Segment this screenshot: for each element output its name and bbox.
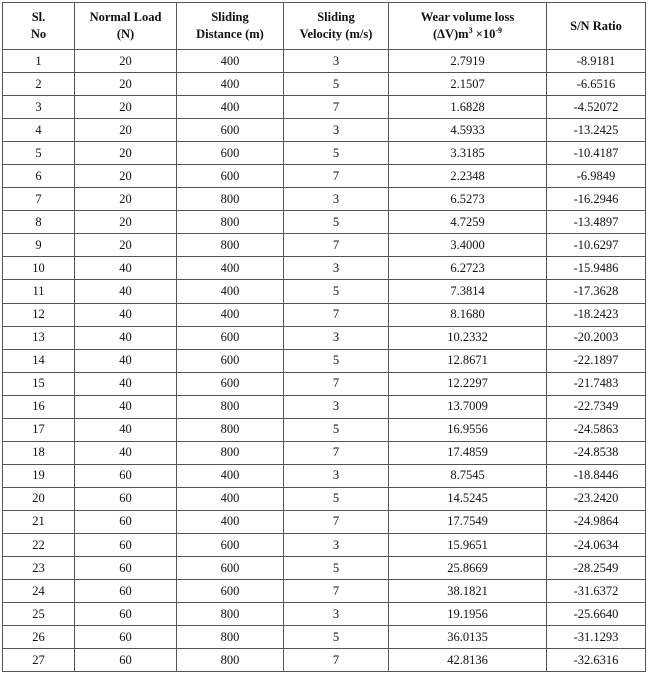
cell-sl-no: 15 xyxy=(3,372,75,395)
cell-sn-ratio: -8.9181 xyxy=(547,50,646,73)
cell-sn-ratio: -20.2003 xyxy=(547,326,646,349)
cell-sliding-distance: 600 xyxy=(177,326,284,349)
cell-sliding-distance: 400 xyxy=(177,303,284,326)
header-sn-ratio xyxy=(547,3,646,50)
cell-normal-load: 20 xyxy=(75,234,177,257)
header-text: Normal Load xyxy=(89,10,162,24)
table-row xyxy=(3,626,646,649)
cell-sn-ratio: -18.8446 xyxy=(547,464,646,487)
table-row xyxy=(3,211,646,234)
header-text: No xyxy=(30,27,47,41)
table-row xyxy=(3,349,646,372)
cell-wear-volume-loss: 4.5933 xyxy=(389,119,547,142)
cell-sl-no: 24 xyxy=(3,580,75,603)
table-row xyxy=(3,649,646,672)
cell-sliding-velocity: 5 xyxy=(284,73,389,96)
cell-sl-no: 13 xyxy=(3,326,75,349)
superscript: -9 xyxy=(495,25,503,35)
cell-sliding-distance: 800 xyxy=(177,395,284,418)
cell-sliding-distance: 800 xyxy=(177,234,284,257)
cell-sn-ratio: -6.6516 xyxy=(547,73,646,96)
cell-normal-load: 60 xyxy=(75,464,177,487)
table-row xyxy=(3,142,646,165)
cell-wear-volume-loss: 8.7545 xyxy=(389,464,547,487)
cell-sn-ratio: -31.6372 xyxy=(547,580,646,603)
cell-sl-no: 22 xyxy=(3,533,75,556)
cell-sliding-distance: 600 xyxy=(177,165,284,188)
cell-sliding-distance: 600 xyxy=(177,349,284,372)
cell-normal-load: 20 xyxy=(75,211,177,234)
cell-sl-no: 20 xyxy=(3,487,75,510)
cell-wear-volume-loss: 42.8136 xyxy=(389,649,547,672)
cell-sliding-velocity: 3 xyxy=(284,464,389,487)
cell-sliding-distance: 400 xyxy=(177,73,284,96)
cell-sn-ratio: -23.2420 xyxy=(547,487,646,510)
cell-sliding-distance: 600 xyxy=(177,533,284,556)
cell-sn-ratio: -13.4897 xyxy=(547,211,646,234)
cell-sn-ratio: -24.5863 xyxy=(547,418,646,441)
cell-sliding-velocity: 7 xyxy=(284,580,389,603)
cell-sliding-velocity: 5 xyxy=(284,557,389,580)
cell-wear-volume-loss: 6.5273 xyxy=(389,188,547,211)
cell-normal-load: 40 xyxy=(75,303,177,326)
cell-sliding-velocity: 3 xyxy=(284,603,389,626)
cell-sn-ratio: -10.6297 xyxy=(547,234,646,257)
cell-sliding-distance: 600 xyxy=(177,557,284,580)
header-text: (N) xyxy=(116,27,135,41)
cell-sl-no: 26 xyxy=(3,626,75,649)
cell-wear-volume-loss: 8.1680 xyxy=(389,303,547,326)
cell-sliding-distance: 400 xyxy=(177,464,284,487)
cell-sn-ratio: -15.9486 xyxy=(547,257,646,280)
cell-sliding-velocity: 3 xyxy=(284,395,389,418)
cell-normal-load: 20 xyxy=(75,119,177,142)
table-container xyxy=(2,2,646,672)
cell-normal-load: 60 xyxy=(75,510,177,533)
cell-wear-volume-loss: 2.2348 xyxy=(389,165,547,188)
cell-normal-load: 20 xyxy=(75,96,177,119)
cell-sl-no: 11 xyxy=(3,280,75,303)
cell-sn-ratio: -24.9864 xyxy=(547,510,646,533)
cell-normal-load: 20 xyxy=(75,188,177,211)
cell-sliding-velocity: 3 xyxy=(284,533,389,556)
table-row xyxy=(3,533,646,556)
cell-normal-load: 40 xyxy=(75,372,177,395)
cell-sl-no: 19 xyxy=(3,464,75,487)
cell-wear-volume-loss: 15.9651 xyxy=(389,533,547,556)
table-body xyxy=(3,50,646,672)
cell-sliding-velocity: 3 xyxy=(284,119,389,142)
header-text: Sl. xyxy=(31,10,46,24)
header-sl-no xyxy=(3,3,75,50)
cell-normal-load: 20 xyxy=(75,50,177,73)
cell-sliding-distance: 400 xyxy=(177,257,284,280)
cell-sliding-velocity: 7 xyxy=(284,372,389,395)
table-row xyxy=(3,441,646,464)
cell-sn-ratio: -22.1897 xyxy=(547,349,646,372)
cell-sliding-velocity: 7 xyxy=(284,441,389,464)
cell-sn-ratio: -32.6316 xyxy=(547,649,646,672)
cell-sliding-velocity: 5 xyxy=(284,280,389,303)
header-text: Sliding xyxy=(211,10,249,24)
table-row xyxy=(3,188,646,211)
cell-sliding-distance: 400 xyxy=(177,487,284,510)
unit-text: (ΔV)m xyxy=(432,27,469,41)
cell-sliding-distance: 800 xyxy=(177,626,284,649)
table-row xyxy=(3,580,646,603)
cell-sl-no: 2 xyxy=(3,73,75,96)
table-row xyxy=(3,96,646,119)
cell-sliding-distance: 400 xyxy=(177,96,284,119)
cell-sn-ratio: -10.4187 xyxy=(547,142,646,165)
cell-normal-load: 40 xyxy=(75,395,177,418)
table-row xyxy=(3,326,646,349)
cell-sliding-velocity: 5 xyxy=(284,487,389,510)
cell-sn-ratio: -4.52072 xyxy=(547,96,646,119)
cell-sl-no: 17 xyxy=(3,418,75,441)
cell-sliding-distance: 600 xyxy=(177,119,284,142)
cell-sl-no: 1 xyxy=(3,50,75,73)
cell-wear-volume-loss: 36.0135 xyxy=(389,626,547,649)
header-sliding-velocity xyxy=(284,3,389,50)
cell-sliding-distance: 800 xyxy=(177,418,284,441)
cell-sn-ratio: -25.6640 xyxy=(547,603,646,626)
cell-normal-load: 60 xyxy=(75,603,177,626)
table-row xyxy=(3,372,646,395)
cell-wear-volume-loss: 19.1956 xyxy=(389,603,547,626)
cell-wear-volume-loss: 1.6828 xyxy=(389,96,547,119)
cell-wear-volume-loss: 3.3185 xyxy=(389,142,547,165)
cell-sn-ratio: -31.1293 xyxy=(547,626,646,649)
table-row xyxy=(3,603,646,626)
cell-sl-no: 9 xyxy=(3,234,75,257)
cell-sn-ratio: -22.7349 xyxy=(547,395,646,418)
cell-sliding-velocity: 5 xyxy=(284,142,389,165)
table-row xyxy=(3,165,646,188)
cell-sn-ratio: -17.3628 xyxy=(547,280,646,303)
cell-normal-load: 60 xyxy=(75,557,177,580)
cell-wear-volume-loss: 38.1821 xyxy=(389,580,547,603)
cell-wear-volume-loss: 2.7919 xyxy=(389,50,547,73)
unit-text: ×10 xyxy=(472,27,496,41)
table-row xyxy=(3,50,646,73)
cell-normal-load: 40 xyxy=(75,326,177,349)
cell-sliding-distance: 800 xyxy=(177,603,284,626)
header-text-units xyxy=(389,26,546,43)
cell-sliding-velocity: 7 xyxy=(284,649,389,672)
table-row xyxy=(3,280,646,303)
cell-wear-volume-loss: 14.5245 xyxy=(389,487,547,510)
cell-sliding-distance: 800 xyxy=(177,649,284,672)
cell-sliding-distance: 800 xyxy=(177,441,284,464)
cell-sl-no: 18 xyxy=(3,441,75,464)
header-sliding-distance xyxy=(177,3,284,50)
table-row xyxy=(3,418,646,441)
header-row xyxy=(3,3,646,50)
cell-sn-ratio: -28.2549 xyxy=(547,557,646,580)
cell-sliding-velocity: 3 xyxy=(284,257,389,280)
cell-wear-volume-loss: 10.2332 xyxy=(389,326,547,349)
cell-normal-load: 40 xyxy=(75,349,177,372)
cell-sliding-velocity: 7 xyxy=(284,303,389,326)
cell-sliding-distance: 400 xyxy=(177,280,284,303)
cell-normal-load: 20 xyxy=(75,165,177,188)
cell-sliding-velocity: 5 xyxy=(284,211,389,234)
header-text: Distance (m) xyxy=(196,27,264,41)
table-row xyxy=(3,557,646,580)
cell-sl-no: 8 xyxy=(3,211,75,234)
table-row xyxy=(3,303,646,326)
cell-sl-no: 3 xyxy=(3,96,75,119)
cell-sl-no: 14 xyxy=(3,349,75,372)
cell-wear-volume-loss: 13.7009 xyxy=(389,395,547,418)
cell-sliding-velocity: 5 xyxy=(284,418,389,441)
cell-normal-load: 20 xyxy=(75,142,177,165)
cell-sn-ratio: -16.2946 xyxy=(547,188,646,211)
cell-sl-no: 27 xyxy=(3,649,75,672)
cell-sl-no: 4 xyxy=(3,119,75,142)
cell-sliding-distance: 400 xyxy=(177,510,284,533)
cell-sl-no: 10 xyxy=(3,257,75,280)
cell-wear-volume-loss: 12.2297 xyxy=(389,372,547,395)
header-text: Wear volume loss xyxy=(420,10,515,24)
cell-sl-no: 6 xyxy=(3,165,75,188)
cell-normal-load: 40 xyxy=(75,441,177,464)
cell-sliding-velocity: 5 xyxy=(284,349,389,372)
cell-sliding-distance: 400 xyxy=(177,50,284,73)
cell-sliding-distance: 600 xyxy=(177,580,284,603)
cell-sn-ratio: -13.2425 xyxy=(547,119,646,142)
cell-wear-volume-loss: 2.1507 xyxy=(389,73,547,96)
table-row xyxy=(3,510,646,533)
cell-wear-volume-loss: 12.8671 xyxy=(389,349,547,372)
header-text: S/N Ratio xyxy=(570,18,622,33)
cell-sl-no: 5 xyxy=(3,142,75,165)
header-wear-volume-loss xyxy=(389,3,547,50)
header-text: Sliding xyxy=(317,10,355,24)
cell-sliding-velocity: 7 xyxy=(284,96,389,119)
cell-wear-volume-loss: 3.4000 xyxy=(389,234,547,257)
cell-sl-no: 12 xyxy=(3,303,75,326)
wear-results-table xyxy=(2,2,646,672)
table-row xyxy=(3,119,646,142)
table-row xyxy=(3,464,646,487)
cell-normal-load: 60 xyxy=(75,487,177,510)
cell-normal-load: 20 xyxy=(75,73,177,96)
cell-normal-load: 40 xyxy=(75,280,177,303)
header-normal-load xyxy=(75,3,177,50)
cell-sliding-velocity: 3 xyxy=(284,326,389,349)
cell-sn-ratio: -6.9849 xyxy=(547,165,646,188)
cell-sliding-velocity: 5 xyxy=(284,626,389,649)
cell-sliding-distance: 800 xyxy=(177,188,284,211)
cell-sl-no: 21 xyxy=(3,510,75,533)
cell-sliding-velocity: 3 xyxy=(284,50,389,73)
cell-wear-volume-loss: 25.8669 xyxy=(389,557,547,580)
cell-normal-load: 60 xyxy=(75,533,177,556)
cell-wear-volume-loss: 16.9556 xyxy=(389,418,547,441)
cell-sn-ratio: -24.0634 xyxy=(547,533,646,556)
cell-sn-ratio: -21.7483 xyxy=(547,372,646,395)
cell-wear-volume-loss: 4.7259 xyxy=(389,211,547,234)
cell-normal-load: 60 xyxy=(75,649,177,672)
table-row xyxy=(3,487,646,510)
table-row xyxy=(3,395,646,418)
cell-sl-no: 7 xyxy=(3,188,75,211)
cell-normal-load: 40 xyxy=(75,257,177,280)
cell-sliding-velocity: 3 xyxy=(284,188,389,211)
cell-sn-ratio: -24.8538 xyxy=(547,441,646,464)
cell-sliding-distance: 800 xyxy=(177,211,284,234)
cell-normal-load: 60 xyxy=(75,626,177,649)
cell-sl-no: 16 xyxy=(3,395,75,418)
cell-wear-volume-loss: 17.7549 xyxy=(389,510,547,533)
cell-sliding-velocity: 7 xyxy=(284,165,389,188)
cell-sl-no: 25 xyxy=(3,603,75,626)
cell-wear-volume-loss: 17.4859 xyxy=(389,441,547,464)
cell-sliding-velocity: 7 xyxy=(284,510,389,533)
cell-wear-volume-loss: 6.2723 xyxy=(389,257,547,280)
cell-sn-ratio: -18.2423 xyxy=(547,303,646,326)
table-row xyxy=(3,234,646,257)
cell-normal-load: 60 xyxy=(75,580,177,603)
cell-sliding-velocity: 7 xyxy=(284,234,389,257)
cell-wear-volume-loss: 7.3814 xyxy=(389,280,547,303)
superscript: 3 xyxy=(468,25,473,35)
cell-normal-load: 40 xyxy=(75,418,177,441)
cell-sliding-distance: 600 xyxy=(177,142,284,165)
header-text: Velocity (m/s) xyxy=(299,27,373,41)
cell-sl-no: 23 xyxy=(3,557,75,580)
cell-sliding-distance: 600 xyxy=(177,372,284,395)
table-row xyxy=(3,73,646,96)
table-row xyxy=(3,257,646,280)
